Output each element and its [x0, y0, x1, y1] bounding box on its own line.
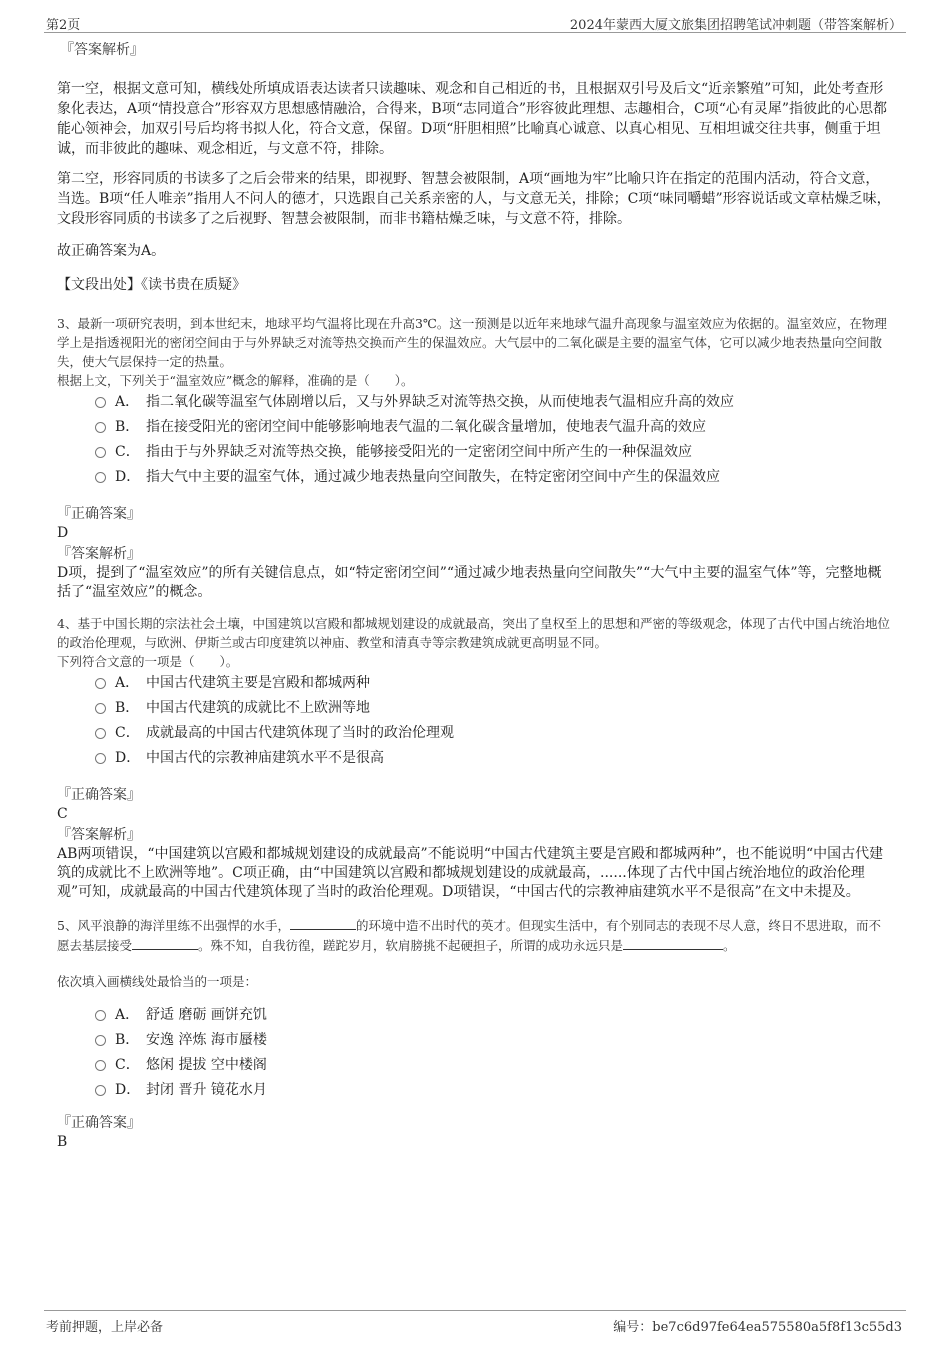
blank-2 — [132, 937, 198, 950]
q4-answer: C — [57, 806, 68, 822]
radio-icon[interactable] — [95, 1060, 106, 1071]
q5-answer: B — [57, 1134, 68, 1150]
radio-icon[interactable] — [95, 1010, 106, 1021]
q5-option-d[interactable]: D． 封闭 晋升 镜花水月 — [95, 1080, 893, 1105]
radio-icon[interactable] — [95, 678, 106, 689]
q4-ask: 下列符合文意的一项是（ ）。 — [57, 654, 239, 669]
q5-stem: 5、风平浪静的海洋里练不出强悍的水手， 的环境中造不出时代的英才。但现实生活中，有个别同志的表现不尽人意，终日不思进取，而不愿去基层接受 。殊不知，自我彷徨，蹉跎岁月，软肩膀挑不起硬担子，所谓的成功永远只是 。 — [57, 918, 881, 953]
q4-option-a[interactable]: A． 中国古代建筑主要是宫殿和都城两种 — [95, 673, 893, 698]
footer-slogan: 考前押题，上岸必备 — [46, 1320, 164, 1335]
q3-analysis: D项，提到了“温室效应”的所有关键信息点，如“特定密闭空间”“通过减少地表热量向空间散失”“大气中主要的温室气体”等，完整地概括了“温室效应”的概念。 — [57, 565, 882, 600]
q5-option-b[interactable]: B． 安逸 淬炼 海市蜃楼 — [95, 1030, 893, 1055]
q3-option-a[interactable]: A． 指二氧化碳等温室气体剧增以后，又与外界缺乏对流等热交换，从而使地表气温相应升高的效应 — [95, 392, 893, 417]
page-header — [44, 12, 906, 33]
page-content — [57, 40, 893, 1151]
page-number: 第2页 — [46, 18, 81, 33]
document-id: 编号：be7c6d97fe64ea575580a5f8f13c55d3 — [613, 1320, 902, 1335]
q2-analysis-paragraph-2: 第二空，形容同质的书读多了之后会带来的结果，即视野、智慧会被限制，A项“画地为牢”比喻只许在指定的范围内活动，符合文意，当选。B项“任人唯亲”指用人不问人的德才，只选跟自己关系亲密的人，与文意无关，排除；C项“味同嚼蜡”形容说话或文章枯燥乏味，文段形容同质的书读多了之后视野、智慧会被限制，而非书籍枯燥乏味，与文意不符，排除。 — [57, 171, 891, 227]
q3-analysis-label: 『答案解析』 — [57, 546, 141, 562]
q3-options — [95, 392, 893, 492]
page-footer — [44, 1310, 906, 1335]
q4-analysis: AB两项错误，“中国建筑以宫殿和都城规划建设的成就最高”不能说明“中国古代建筑主要是宫殿和都城两种”，也不能说明“中国古代建筑的成就比不上欧洲等地”。C项正确，由“中国建筑以宫殿和都城规划建设的成就最高，......体现了古代中国占统治地位的政治伦理观”可知，成就最高的中国古代建筑体现了当时的政治伦理观。D项错误，“中国古代的宗教神庙建筑水平不是很高”在文中未提及。 — [57, 846, 884, 900]
q4-option-d[interactable]: D． 中国古代的宗教神庙建筑水平不是很高 — [95, 748, 893, 773]
q4-option-c[interactable]: C． 成就最高的中国古代建筑体现了当时的政治伦理观 — [95, 723, 893, 748]
q4-options — [95, 673, 893, 773]
q4-answer-label: 『正确答案』 — [57, 787, 141, 803]
q2-conclusion: 故正确答案为A。 — [57, 243, 166, 259]
q3-answer-label: 『正确答案』 — [57, 506, 141, 522]
q3-ask: 根据上文，下列关于“温室效应”概念的解释，准确的是（ ）。 — [57, 373, 414, 388]
q2-analysis-paragraph-1: 第一空，根据文意可知，横线处所填成语表达读者只读趣味、观念和自己相近的书，且根据双引号及后文“近亲繁殖”可知，此处考查形象化表达，A项“情投意合”形容双方思想感情融洽，合得来，B项“志同道合”形容彼此理想、志趣相合，C项“心有灵犀”指彼此的心思都能心领神会，加双引号后均将书拟人化，符合文意，保留。D项“肝胆相照”比喻真心诚意、以真心相见、互相坦诚交往共事，侧重于坦诚，而非彼此的趣味、观念相近，与文意不符，排除。 — [57, 81, 888, 157]
q4-analysis-label: 『答案解析』 — [57, 827, 141, 843]
q5-option-a[interactable]: A． 舒适 磨砺 画饼充饥 — [95, 1005, 893, 1030]
radio-icon[interactable] — [95, 728, 106, 739]
q5-ask: 依次填入画横线处最恰当的一项是： — [57, 974, 258, 989]
q3-answer: D — [57, 525, 69, 541]
radio-icon[interactable] — [95, 703, 106, 714]
q2-source: 【文段出处】《读书贵在质疑》 — [57, 277, 246, 293]
radio-icon[interactable] — [95, 422, 106, 433]
q5-options — [95, 1005, 893, 1105]
q4-stem: 4、基于中国长期的宗法社会土壤，中国建筑以宫殿和都城规划建设的成就最高，突出了皇权至上的思想和严密的等级观念，体现了古代中国占统治地位的政治伦理观，与欧洲、伊斯兰或古印度建筑以神庙、教堂和清真寺等宗教建筑成就更高明显不同。 — [57, 616, 890, 650]
radio-icon[interactable] — [95, 447, 106, 458]
radio-icon[interactable] — [95, 1035, 106, 1046]
q5-option-c[interactable]: C． 悠闲 提拔 空中楼阁 — [95, 1055, 893, 1080]
blank-3 — [623, 937, 723, 950]
q3-option-b[interactable]: B． 指在接受阳光的密闭空间中能够影响地表气温的二氧化碳含量增加，使地表气温升高的效应 — [95, 417, 893, 442]
q3-option-c[interactable]: C． 指由于与外界缺乏对流等热交换，能够接受阳光的一定密闭空间中所产生的一种保温效应 — [95, 442, 893, 467]
document-title: 2024年蒙西大厦文旅集团招聘笔试冲刺题（带答案解析） — [569, 18, 902, 33]
radio-icon[interactable] — [95, 753, 106, 764]
radio-icon[interactable] — [95, 1085, 106, 1096]
radio-icon[interactable] — [95, 472, 106, 483]
q4-option-b[interactable]: B． 中国古代建筑的成就比不上欧洲等地 — [95, 698, 893, 723]
blank-1 — [290, 917, 356, 930]
q3-option-d[interactable]: D． 指大气中主要的温室气体，通过减少地表热量向空间散失，在特定密闭空间中产生的保温效应 — [95, 467, 893, 492]
radio-icon[interactable] — [95, 397, 106, 408]
q2-analysis-label: 『答案解析』 — [60, 42, 144, 58]
q5-answer-label: 『正确答案』 — [57, 1115, 141, 1131]
q3-stem: 3、最新一项研究表明，到本世纪末，地球平均气温将比现在升高3℃。这一预测是以近年来地球气温升高现象与温室效应为依据的。温室效应，在物理学上是指透视阳光的密闭空间由于与外界缺乏对流等热交换而产生的保温效应。大气层中的二氧化碳是主要的温室气体，它可以减少地表热量向空间散失，使大气层保持一定的热量。 — [57, 316, 887, 369]
